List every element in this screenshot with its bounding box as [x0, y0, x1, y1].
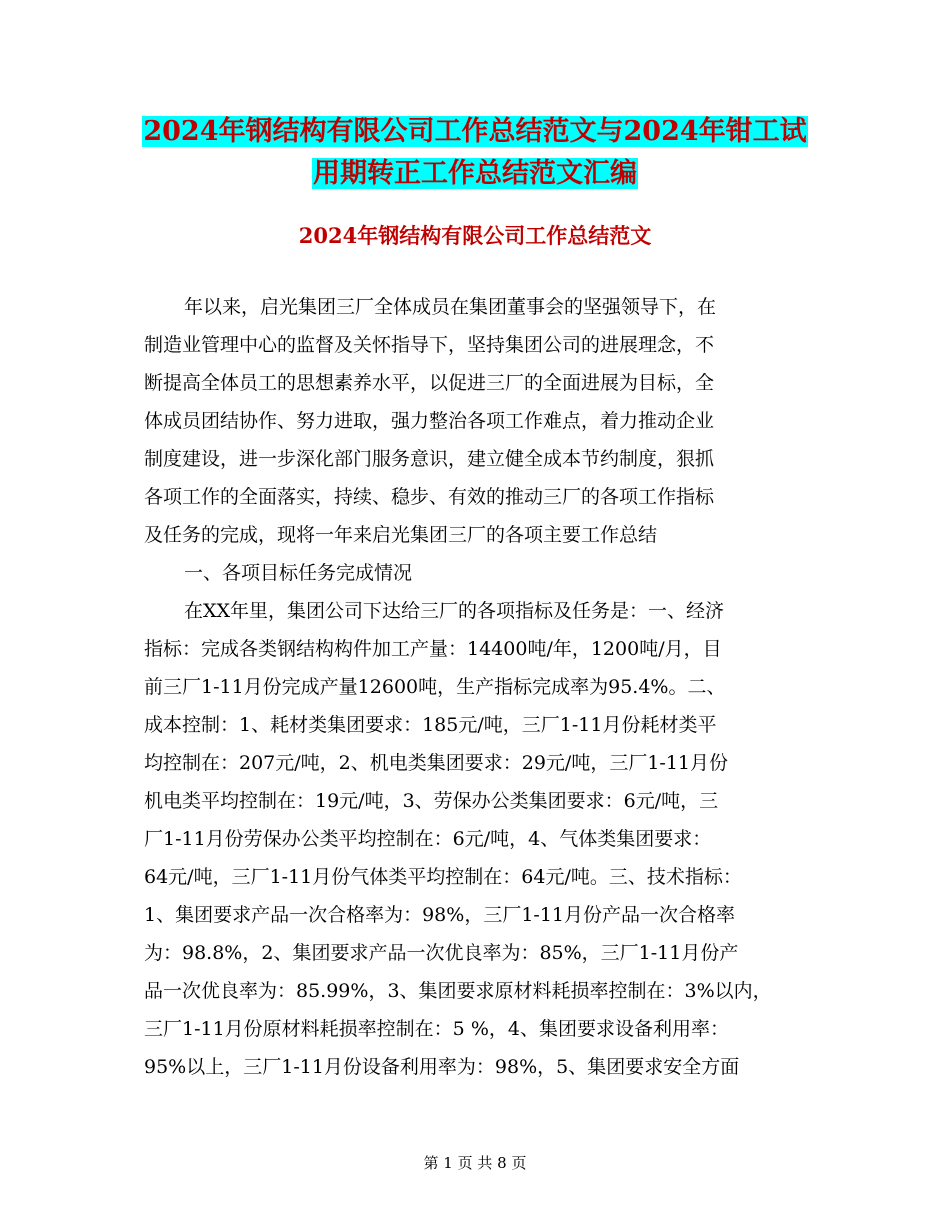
paragraph-line: 及任务的完成，现将一年来启光集团三厂的各项主要工作总结	[144, 524, 658, 546]
document-title-line-1	[0, 112, 950, 152]
title-highlight-1: 2024年钢结构有限公司工作总结范文与2024年钳工试	[143, 116, 807, 147]
paragraph-line: 1、集团要求产品一次合格率为：98%，三厂1-11月份产品一次合格率	[144, 904, 736, 926]
paragraph-line: 指标：完成各类钢结构构件加工产量：14400吨/年，1200吨/月，目	[144, 638, 722, 660]
document-title-line-2	[0, 154, 950, 194]
paragraph-line: 厂1-11月份劳保办公类平均控制在：6元/吨，4、气体类集团要求：	[144, 828, 712, 850]
title-highlight-2: 用期转正工作总结范文汇编	[313, 158, 637, 189]
paragraph-line: 体成员团结协作、努力进取，强力整治各项工作难点，着力推动企业	[144, 410, 715, 432]
page-footer: 第 1 页 共 8 页	[423, 1154, 527, 1172]
paragraph-line: 在XX年里，集团公司下达给三厂的各项指标及任务是：一、经济	[184, 600, 725, 622]
paragraph-line: 为：98.8%，2、集团要求产品一次优良率为：85%，三厂1-11月份产	[144, 942, 739, 964]
section-title: 2024年钢结构有限公司工作总结范文	[298, 223, 652, 248]
paragraph-line: 95%以上，三厂1-11月份设备利用率为：98%，5、集团要求安全方面	[144, 1056, 740, 1078]
paragraph-line: 成本控制：1、耗材类集团要求：185元/吨，三厂1-11月份耗材类平	[144, 714, 717, 736]
paragraph-line: 三厂1-11月份原材料耗损率控制在：5 %，4、集团要求设备利用率：	[144, 1018, 729, 1040]
paragraph-line: 64元/吨，三厂1-11月份气体类平均控制在：64元/吨。三、技术指标：	[144, 866, 742, 888]
paragraph-line: 均控制在：207元/吨，2、机电类集团要求：29元/吨，三厂1-11月份	[144, 752, 729, 774]
paragraph-line: 制造业管理中心的监督及关怀指导下，坚持集团公司的进展理念，不	[144, 334, 715, 356]
paragraph-line: 各项工作的全面落实，持续、稳步、有效的推动三厂的各项工作指标	[144, 486, 715, 508]
paragraph-line: 品一次优良率为：85.99%，3、集团要求原材料耗损率控制在：3%以内，	[144, 980, 772, 1002]
paragraph-line: 制度建设，进一步深化部门服务意识，建立健全成本节约制度，狠抓	[144, 448, 715, 470]
paragraph-line: 机电类平均控制在：19元/吨，3、劳保办公类集团要求：6元/吨，三	[144, 790, 719, 812]
paragraph-line: 前三厂1-11月份完成产量12600吨，生产指标完成率为95.4%。二、	[144, 676, 726, 698]
subheading-line: 一、各项目标任务完成情况	[184, 562, 413, 584]
paragraph-line: 断提高全体员工的思想素养水平，以促进三厂的全面进展为目标，全	[144, 372, 715, 394]
paragraph-line: 年以来，启光集团三厂全体成员在集团董事会的坚强领导下，在	[184, 296, 717, 318]
